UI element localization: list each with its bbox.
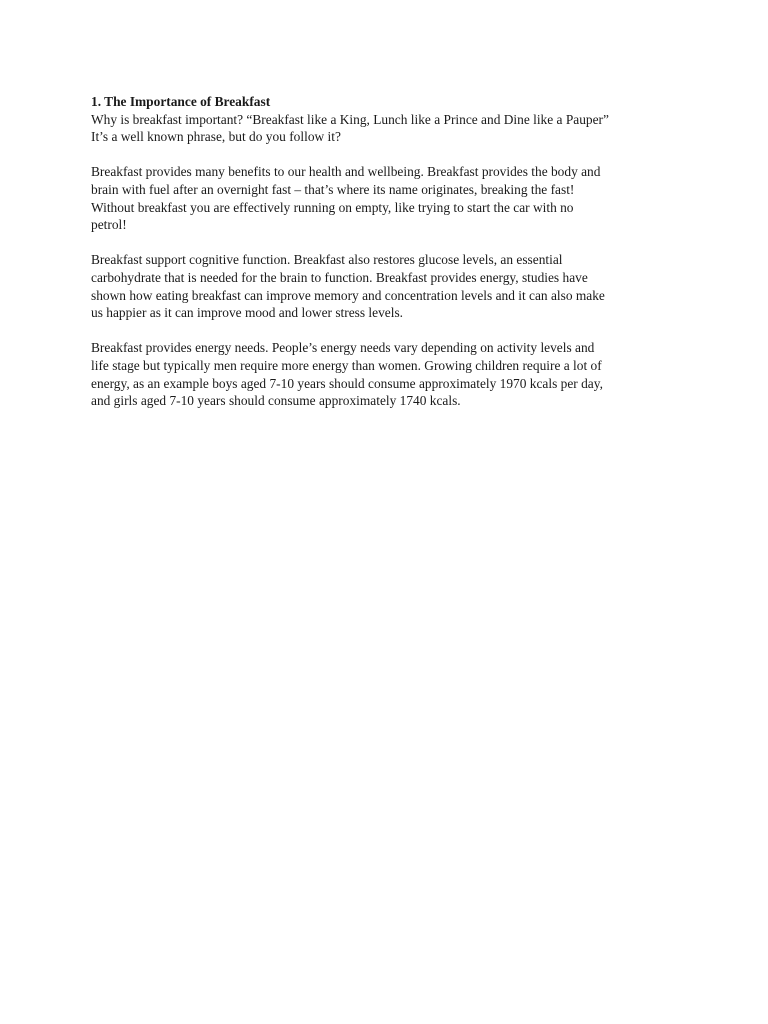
paragraph-line: us happier as it can improve mood and lower stress levels. bbox=[91, 305, 403, 321]
paragraph-benefits bbox=[91, 163, 691, 233]
paragraph-cognitive bbox=[91, 251, 691, 321]
paragraph-line: shown how eating breakfast can improve memory and concentration levels and it can also make bbox=[91, 287, 605, 303]
paragraph-line: carbohydrate that is needed for the brain to function. Breakfast provides energy, studies have bbox=[91, 269, 588, 285]
paragraph-energy bbox=[91, 339, 691, 409]
paragraph-line: and girls aged 7-10 years should consume approximately 1740 kcals. bbox=[91, 393, 461, 409]
paragraph-line: Breakfast support cognitive function. Breakfast also restores glucose levels, an essential bbox=[91, 252, 563, 268]
paragraph-line: energy, as an example boys aged 7-10 years should consume approximately 1970 kcals per day, bbox=[91, 375, 603, 391]
paragraph-line: petrol! bbox=[91, 217, 127, 233]
document-body bbox=[91, 93, 691, 427]
intro-block bbox=[91, 93, 691, 146]
intro-line: It’s a well known phrase, but do you follow it? bbox=[91, 129, 341, 145]
paragraph-line: Without breakfast you are effectively running on empty, like trying to start the car with no bbox=[91, 199, 574, 215]
section-heading: 1. The Importance of Breakfast bbox=[91, 94, 271, 109]
paragraph-line: Breakfast provides energy needs. People’s energy needs vary depending on activity levels and bbox=[91, 340, 595, 356]
paragraph-line: Breakfast provides many benefits to our health and wellbeing. Breakfast provides the body and bbox=[91, 164, 601, 180]
paragraph-line: brain with fuel after an overnight fast – that’s where its name originates, breaking the fast! bbox=[91, 181, 575, 197]
intro-line: Why is breakfast important? “Breakfast like a King, Lunch like a Prince and Dine like a Pauper” bbox=[91, 111, 609, 127]
paragraph-line: life stage but typically men require more energy than women. Growing children require a lot of bbox=[91, 357, 602, 373]
